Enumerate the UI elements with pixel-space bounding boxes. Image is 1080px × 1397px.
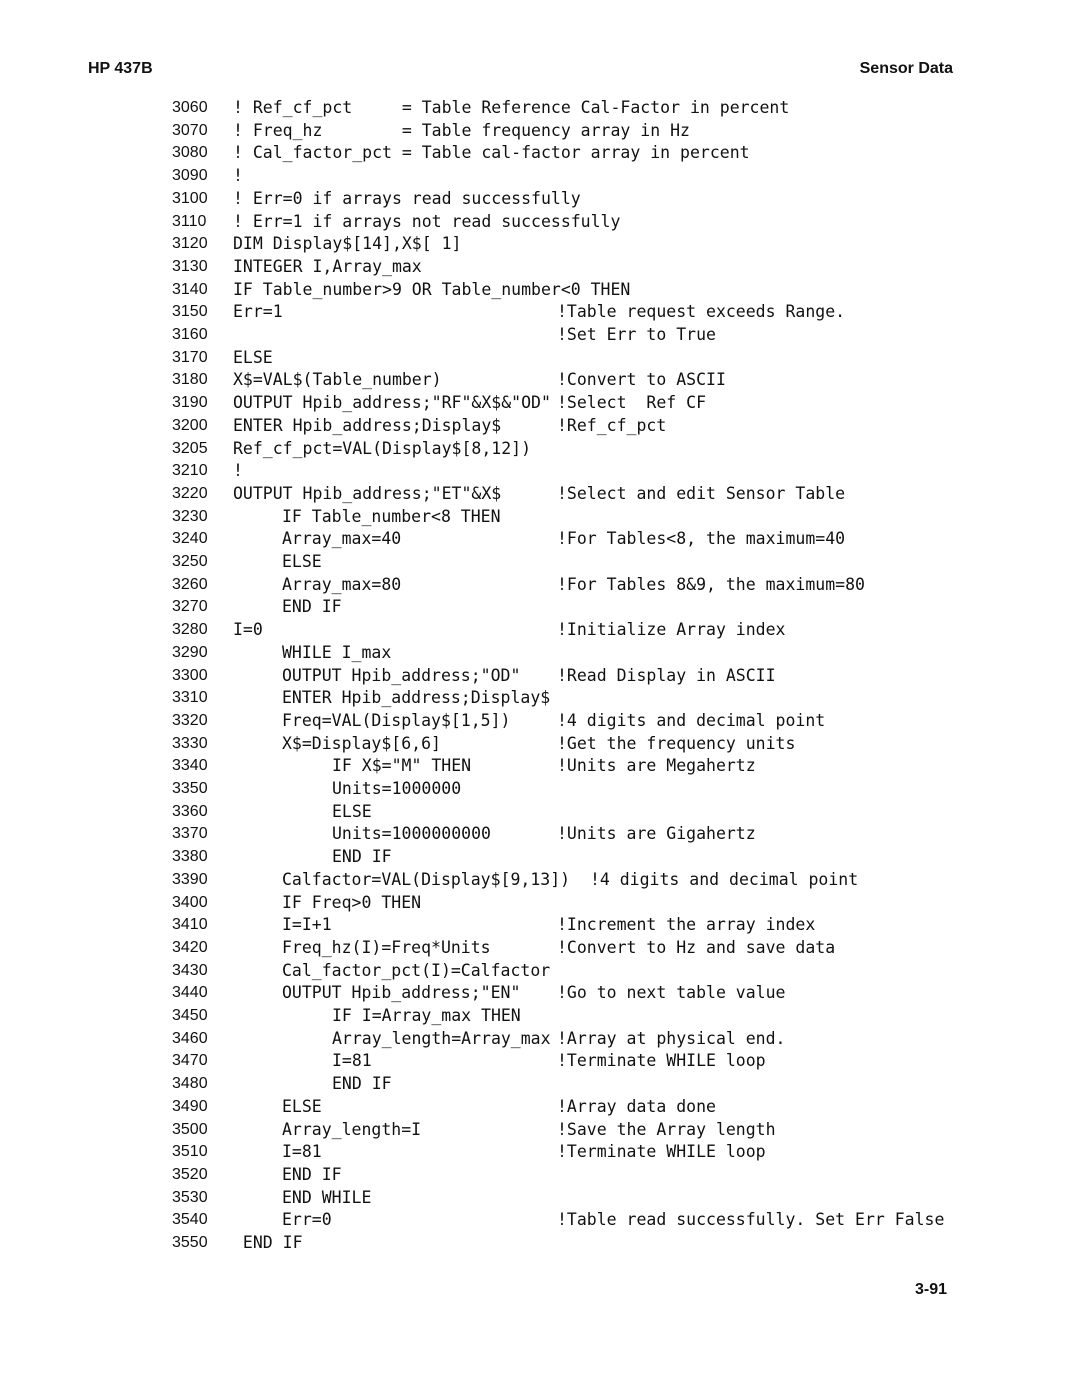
code-comment: !Go to next table value	[557, 983, 786, 1003]
line-number: 3300	[172, 666, 208, 684]
code-statement: OUTPUT Hpib_address;"EN"	[282, 983, 521, 1003]
code-comment: !Increment the array index	[557, 915, 816, 935]
code-statement: ! Err=1 if arrays not read successfully	[233, 211, 621, 231]
line-number: 3400	[172, 893, 208, 911]
line-number: 3260	[172, 575, 208, 593]
line-number: 3550	[172, 1234, 208, 1251]
code-comment: !Get the frequency units	[557, 733, 796, 753]
line-number: 3200	[172, 416, 208, 434]
code-statement: END IF	[332, 1074, 392, 1094]
code-statement: Err=0	[282, 1210, 332, 1230]
line-number: 3205	[172, 439, 208, 457]
line-number: 3350	[172, 780, 208, 797]
code-comment: !Array data done	[557, 1096, 716, 1116]
code-comment: !Terminate WHILE loop	[557, 1142, 766, 1162]
code-statement: I=81	[332, 1051, 372, 1071]
line-number: 3530	[172, 1188, 208, 1206]
line-number: 3380	[172, 848, 208, 866]
code-comment: !Table request exceeds Range.	[557, 302, 846, 322]
code-statement: ELSE	[282, 1096, 322, 1116]
line-number: 3120	[172, 235, 208, 253]
code-statement: IF Table_number<8 THEN	[282, 506, 501, 526]
code-comment: !For Tables<8, the maximum=40	[557, 529, 846, 549]
code-statement: Calfactor=VAL(Display$[9,13]) !4 digits and decimal point	[282, 869, 859, 889]
code-statement: END WHILE	[282, 1187, 372, 1207]
code-statement: END IF	[282, 1164, 342, 1184]
code-statement: IF Freq>0 THEN	[282, 892, 422, 912]
line-number: 3130	[172, 257, 208, 275]
line-number: 3070	[172, 121, 208, 139]
line-number: 3100	[172, 189, 208, 207]
code-statement: I=0	[233, 620, 263, 640]
line-number: 3140	[172, 280, 208, 298]
code-statement: Array_length=Array_max	[332, 1028, 551, 1048]
code-comment: !Initialize Array index	[557, 620, 786, 640]
code-statement: X$=Display$[6,6]	[282, 733, 441, 753]
page-number: 3-91	[914, 1281, 947, 1298]
code-comment: !For Tables 8&9, the maximum=80	[557, 574, 865, 594]
line-number: 3080	[172, 144, 208, 162]
code-statement: Array_max=40	[282, 529, 402, 549]
line-number: 3150	[172, 303, 208, 321]
code-statement: I=I+1	[282, 915, 332, 935]
line-number: 3220	[172, 484, 208, 502]
line-number: 3090	[172, 167, 208, 185]
line-number: 3360	[172, 802, 208, 820]
line-number: 3060	[172, 99, 208, 116]
code-statement: ELSE	[233, 347, 273, 367]
line-number: 3440	[172, 984, 208, 1002]
code-comment: !Convert to Hz and save data	[557, 937, 836, 957]
code-statement: ! Err=0 if arrays read successfully	[233, 188, 581, 208]
line-number: 3190	[172, 394, 208, 412]
line-number: 3370	[172, 825, 208, 843]
code-statement: Array_max=80	[282, 574, 402, 594]
code-statement: Units=1000000	[332, 779, 462, 798]
code-statement: END IF	[282, 597, 342, 617]
code-statement: OUTPUT Hpib_address;"RF"&X$&"OD"	[233, 393, 551, 413]
code-statement: ! Freq_hz = Table frequency array in Hz	[233, 120, 690, 140]
code-comment: !Table read successfully. Set Err False	[557, 1210, 945, 1230]
line-number: 3460	[172, 1029, 208, 1047]
code-statement: DIM Display$[14],X$[ 1]	[233, 234, 462, 254]
code-comment: !Select and edit Sensor Table	[557, 483, 846, 503]
header-left-title: HP 437B	[88, 60, 153, 77]
code-statement: IF X$="M" THEN	[332, 756, 472, 776]
code-comment: !Select Ref CF	[557, 393, 707, 413]
code-comment: !Ref_cf_pct	[557, 415, 667, 435]
line-number: 3500	[172, 1120, 208, 1138]
code-comment: !Set Err to True	[557, 325, 716, 344]
code-statement: ENTER Hpib_address;Display$	[233, 415, 502, 435]
code-statement: ELSE	[332, 801, 372, 821]
line-number: 3160	[172, 326, 208, 343]
line-number: 3450	[172, 1007, 208, 1024]
line-number: 3410	[172, 916, 208, 934]
line-number: 3280	[172, 621, 208, 639]
line-number: 3390	[172, 870, 208, 888]
line-number: 3310	[172, 689, 208, 707]
code-comment: !Units are Gigahertz	[557, 824, 756, 844]
line-number: 3490	[172, 1097, 208, 1115]
line-number: 3210	[172, 462, 208, 480]
code-statement: Cal_factor_pct(I)=Calfactor	[282, 960, 551, 980]
code-statement: IF Table_number>9 OR Table_number<0 THEN	[233, 279, 631, 299]
code-statement: WHILE I_max	[282, 642, 392, 662]
code-statement: END IF	[233, 1233, 303, 1252]
line-number: 3340	[172, 757, 208, 775]
line-number: 3540	[172, 1211, 208, 1229]
code-comment: !Convert to ASCII	[557, 370, 726, 390]
code-statement: I=81	[282, 1142, 322, 1162]
code-statement: IF I=Array_max THEN	[332, 1006, 521, 1025]
code-statement: ELSE	[282, 552, 322, 571]
code-statement: Array_length=I	[282, 1119, 422, 1139]
code-statement: END IF	[332, 847, 392, 867]
code-statement: !	[233, 461, 243, 481]
code-statement: ! Cal_factor_pct = Table cal-factor array in percent	[233, 143, 750, 163]
line-number: 3110	[172, 212, 207, 230]
header-right-title: Sensor Data	[859, 60, 953, 77]
code-statement: Freq=VAL(Display$[1,5])	[282, 710, 511, 730]
line-number: 3480	[172, 1075, 208, 1093]
line-number: 3230	[172, 507, 208, 525]
code-comment: !Read Display in ASCII	[557, 665, 776, 685]
code-statement: OUTPUT Hpib_address;"OD"	[282, 665, 521, 685]
code-comment: !Units are Megahertz	[557, 756, 756, 776]
line-number: 3240	[172, 530, 208, 548]
line-number: 3520	[172, 1165, 208, 1183]
line-number: 3290	[172, 643, 208, 661]
line-number: 3180	[172, 371, 208, 389]
code-statement: Err=1	[233, 302, 283, 322]
code-statement: INTEGER I,Array_max	[233, 256, 422, 276]
code-statement: !	[233, 166, 243, 186]
line-number: 3420	[172, 938, 208, 956]
line-number: 3510	[172, 1143, 208, 1161]
code-statement: X$=VAL$(Table_number)	[233, 370, 442, 390]
line-number: 3270	[172, 598, 208, 616]
code-statement: Freq_hz(I)=Freq*Units	[282, 937, 491, 957]
line-number: 3470	[172, 1052, 208, 1070]
code-comment: !Array at physical end.	[557, 1028, 786, 1048]
code-statement: ENTER Hpib_address;Display$	[282, 688, 551, 708]
line-number: 3170	[172, 348, 208, 366]
line-number: 3250	[172, 553, 208, 570]
code-comment: !4 digits and decimal point	[557, 710, 826, 730]
code-statement: OUTPUT Hpib_address;"ET"&X$	[233, 483, 502, 503]
code-comment: !Save the Array length	[557, 1119, 776, 1139]
line-number: 3330	[172, 734, 208, 752]
line-number: 3430	[172, 961, 208, 979]
code-statement: Ref_cf_pct=VAL(Display$[8,12])	[233, 438, 532, 458]
code-statement: ! Ref_cf_pct = Table Reference Cal-Factor in percent	[233, 98, 790, 117]
code-statement: Units=1000000000	[332, 824, 491, 844]
code-comment: !Terminate WHILE loop	[557, 1051, 766, 1071]
line-number: 3320	[172, 711, 208, 729]
